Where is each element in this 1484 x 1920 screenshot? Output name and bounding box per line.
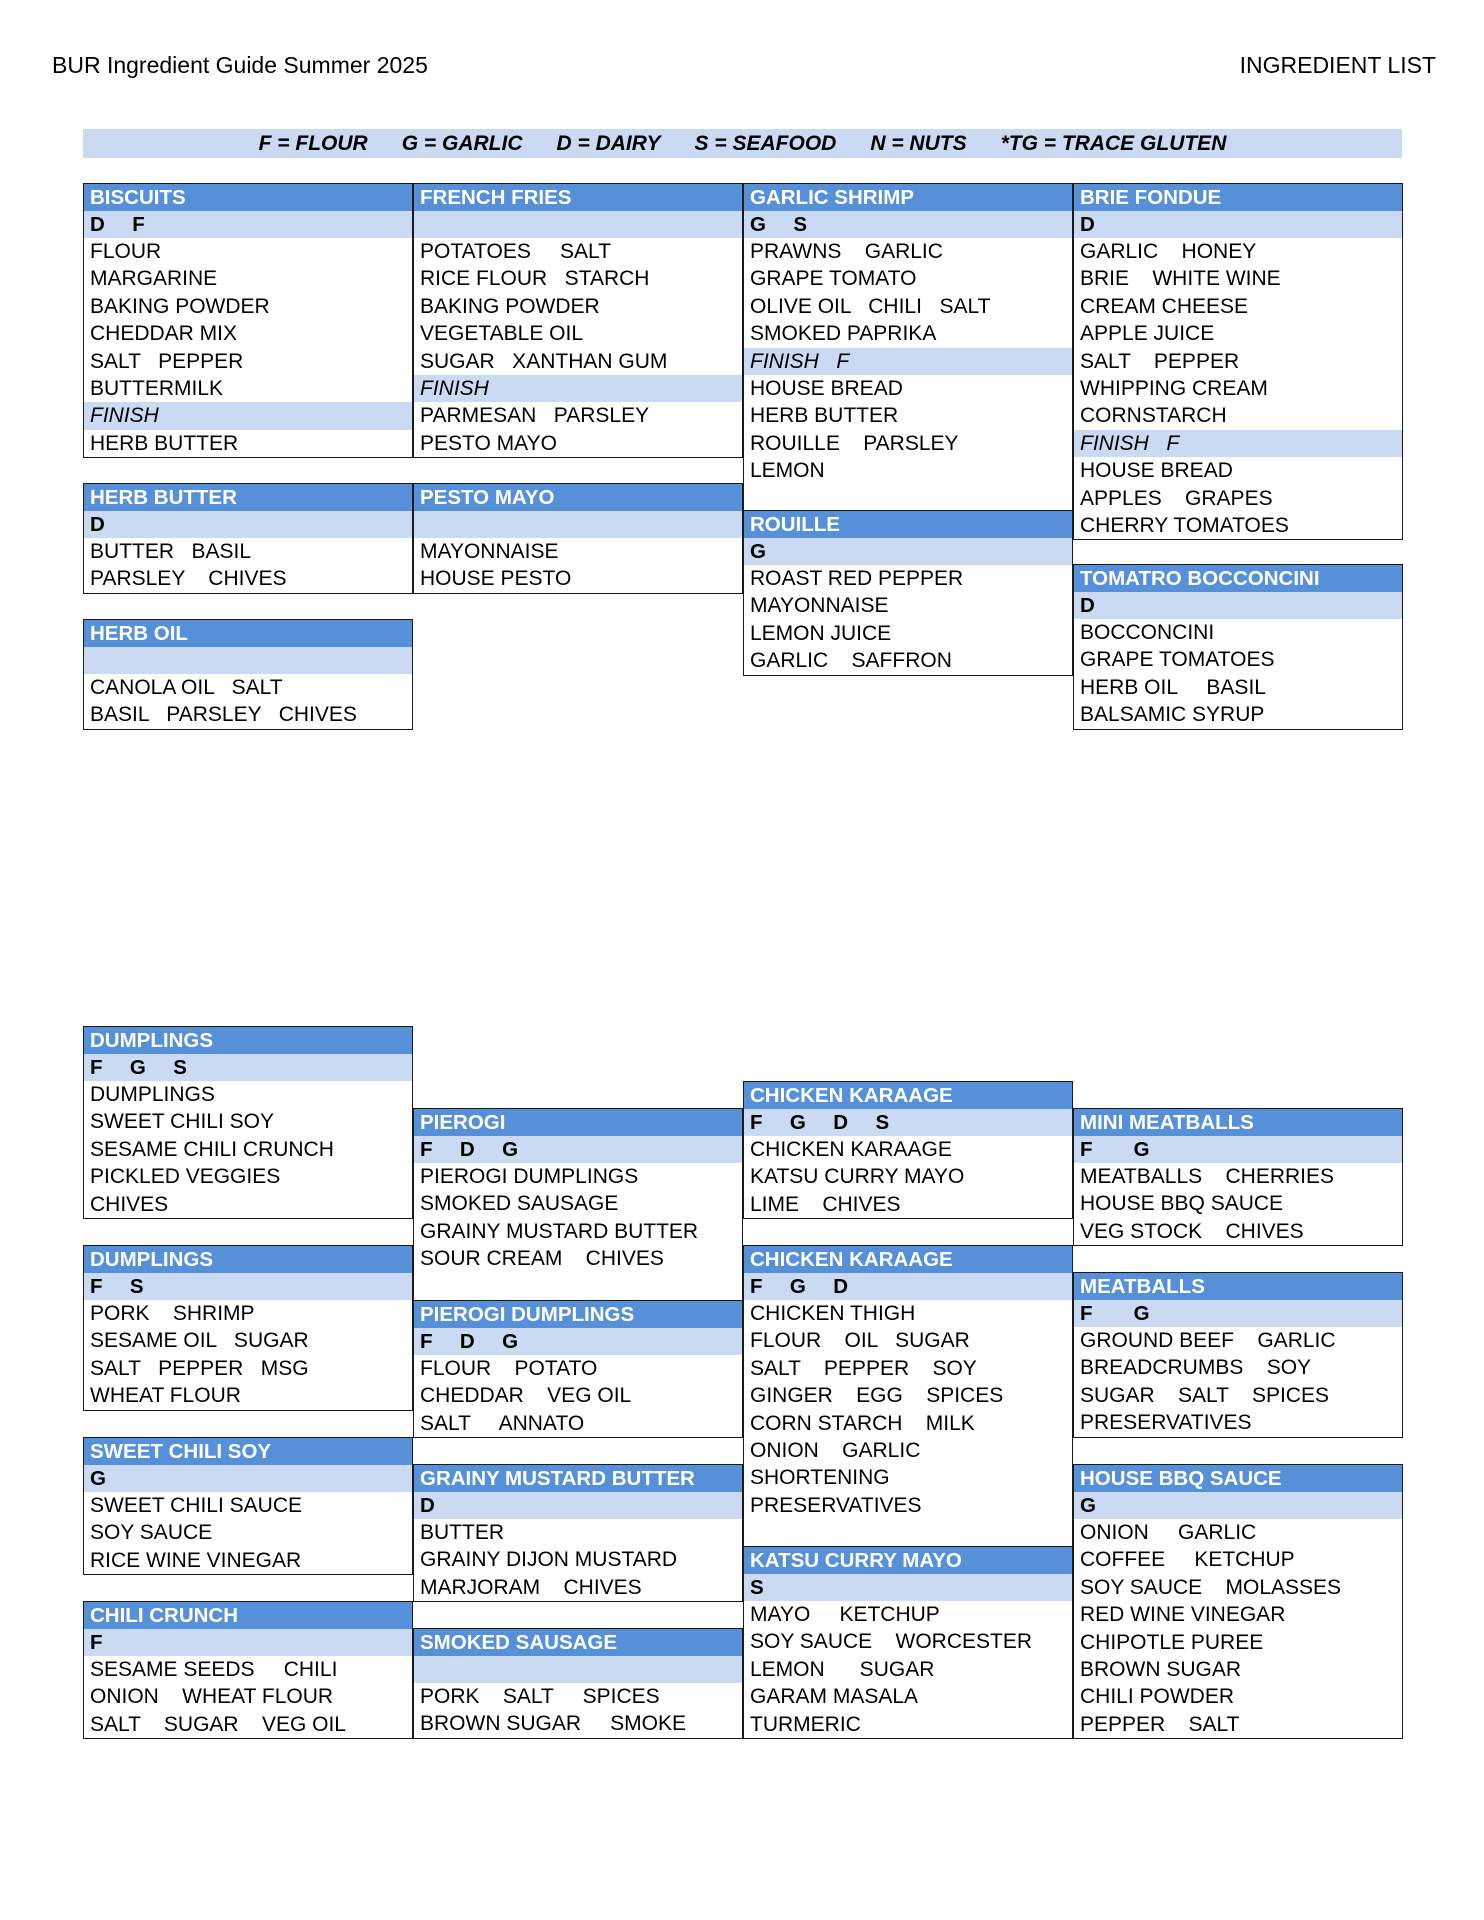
ingredient-row: CHICKEN THIGH	[750, 1302, 916, 1325]
allergen-tags: D F	[84, 211, 412, 238]
ingredient-row: KATSU CURRY MAYO	[750, 1165, 965, 1189]
ingredient-row: SWEET CHILI SOY	[90, 1110, 274, 1134]
ingredient-row: PRESERVATIVES	[1080, 1411, 1252, 1435]
finish-row: FINISH	[414, 375, 742, 402]
ingredient-row: BAKING POWDER	[90, 294, 270, 318]
card-title: PESTO MAYO	[414, 484, 742, 511]
card-title: DUMPLINGS	[84, 1246, 412, 1273]
ingredient-row: TURMERIC	[750, 1712, 861, 1736]
card-title: BRIE FONDUE	[1074, 184, 1402, 211]
ingredient-row: BUTTER BASIL	[90, 540, 252, 563]
ingredient-row: SOY SAUCE	[90, 1521, 213, 1545]
ingredient-row: HERB OIL BASIL	[1080, 675, 1266, 699]
ingredient-row: RICE WINE VINEGAR	[90, 1548, 302, 1572]
allergen-tags: D	[1074, 211, 1402, 238]
card-house-bbq-sauce	[1073, 1464, 1403, 1739]
ingredient-row: SMOKED SAUSAGE	[420, 1192, 619, 1216]
ingredient-row: DUMPLINGS	[90, 1083, 215, 1106]
ingredient-row: CORN STARCH MILK	[750, 1411, 975, 1435]
ingredient-row: OLIVE OIL CHILI SALT	[750, 294, 991, 318]
ingredient-row: PEPPER SALT	[1080, 1712, 1240, 1736]
ingredient-row: BAKING POWDER	[420, 294, 600, 318]
ingredient-row: SOY SAUCE WORCESTER	[750, 1630, 1032, 1654]
card-title: ROUILLE	[744, 511, 1072, 538]
ingredient-row: MEATBALLS CHERRIES	[1080, 1165, 1335, 1188]
ingredient-row: LEMON SUGAR	[750, 1657, 935, 1681]
card-biscuits	[83, 183, 413, 458]
ingredient-row: FLOUR POTATO	[420, 1357, 598, 1380]
ingredient-row: WHEAT FLOUR	[90, 1384, 241, 1408]
ingredient-row	[414, 1273, 742, 1300]
card-title: PIEROGI DUMPLINGS	[414, 1301, 742, 1328]
ingredient-row: PRESERVATIVES	[750, 1493, 922, 1517]
card-garlic-shrimp	[743, 183, 1073, 513]
ingredient-row: MAYO KETCHUP	[750, 1603, 940, 1626]
ingredient-row: SESAME OIL SUGAR	[90, 1329, 309, 1353]
allergen-tags: G	[744, 538, 1072, 565]
ingredient-row: POTATOES SALT	[420, 240, 611, 263]
ingredient-row: SUGAR XANTHAN GUM	[420, 349, 668, 373]
allergen-tags: F S	[84, 1273, 412, 1300]
ingredient-row	[744, 485, 1072, 512]
ingredient-row: PARSLEY CHIVES	[90, 567, 287, 591]
card-dumplings	[83, 1026, 413, 1219]
card-grainy-mustard-butter	[413, 1464, 743, 1602]
ingredient-row: APPLES GRAPES	[1080, 486, 1273, 510]
finish-row: FINISH F	[1074, 430, 1402, 457]
ingredient-row: HERB BUTTER	[750, 404, 899, 428]
allergen-legend	[83, 129, 1402, 158]
card-title: MINI MEATBALLS	[1074, 1109, 1402, 1136]
ingredient-row: ONION GARLIC	[1080, 1521, 1257, 1544]
ingredient-row: PESTO MAYO	[420, 431, 557, 455]
card-brie-fondue	[1073, 183, 1403, 540]
allergen-tags: F D G	[414, 1328, 742, 1355]
ingredient-row: BALSAMIC SYRUP	[1080, 703, 1265, 727]
legend-trace-gluten: *TG = TRACE GLUTEN	[1000, 131, 1227, 155]
ingredient-row: CANOLA OIL SALT	[90, 676, 283, 699]
card-pierogi	[413, 1108, 743, 1301]
card-chicken-karaage	[743, 1081, 1073, 1219]
card-pierogi-dumplings	[413, 1300, 743, 1438]
ingredient-row: CORNSTARCH	[1080, 404, 1227, 428]
card-mini-meatballs	[1073, 1108, 1403, 1246]
legend-flour: F = FLOUR	[258, 131, 368, 155]
ingredient-row: SALT SUGAR VEG OIL	[90, 1712, 346, 1736]
card-title: CHICKEN KARAAGE	[744, 1082, 1072, 1109]
allergen-tags: F G	[1074, 1300, 1402, 1327]
ingredient-row: VEGETABLE OIL	[420, 322, 584, 346]
card-chili-crunch	[83, 1601, 413, 1739]
ingredient-row: GRAPE TOMATO	[750, 267, 917, 291]
ingredient-row: GARLIC HONEY	[1080, 240, 1257, 263]
ingredient-row: BREADCRUMBS SOY	[1080, 1356, 1312, 1380]
card-dumplings	[83, 1245, 413, 1411]
ingredient-row: COFFEE KETCHUP	[1080, 1548, 1295, 1572]
ingredient-row	[744, 1519, 1072, 1546]
ingredient-row: MARGARINE	[90, 267, 218, 291]
ingredient-row: PIEROGI DUMPLINGS	[420, 1165, 639, 1188]
ingredient-row: SMOKED PAPRIKA	[750, 322, 937, 346]
ingredient-row: LIME CHIVES	[750, 1192, 901, 1216]
ingredient-row: PARMESAN PARSLEY	[420, 404, 650, 428]
card-herb-oil	[83, 619, 413, 730]
ingredient-row: MAYONNAISE	[750, 594, 889, 618]
ingredient-row: MAYONNAISE	[420, 540, 559, 563]
allergen-tags: D	[414, 1492, 742, 1519]
card-title: KATSU CURRY MAYO	[744, 1547, 1072, 1574]
ingredient-row: ROAST RED PEPPER	[750, 567, 964, 590]
card-french-fries	[413, 183, 743, 458]
ingredient-row: CHEDDAR MIX	[90, 322, 238, 346]
ingredient-row: CHERRY TOMATOES	[1080, 513, 1289, 537]
ingredient-row: LEMON JUICE	[750, 621, 892, 645]
ingredient-row: SESAME SEEDS CHILI	[90, 1658, 338, 1681]
card-title: HERB BUTTER	[84, 484, 412, 511]
ingredient-row: HOUSE PESTO	[420, 567, 572, 591]
ingredient-row: MARJORAM CHIVES	[420, 1575, 642, 1599]
card-tomatro-bocconcini	[1073, 564, 1403, 730]
allergen-tags: D	[1074, 592, 1402, 619]
ingredient-row: SOY SAUCE MOLASSES	[1080, 1575, 1342, 1599]
card-title: HERB OIL	[84, 620, 412, 647]
card-title: GARLIC SHRIMP	[744, 184, 1072, 211]
card-smoked-sausage	[413, 1628, 743, 1739]
ingredient-row: BRIE WHITE WINE	[1080, 267, 1281, 291]
finish-row: FINISH F	[744, 348, 1072, 375]
card-chicken-karaage	[743, 1245, 1073, 1548]
ingredient-row: GRAPE TOMATOES	[1080, 648, 1275, 672]
card-title: SWEET CHILI SOY	[84, 1438, 412, 1465]
document-section-label: INGREDIENT LIST	[1239, 52, 1436, 78]
ingredient-row: HOUSE BREAD	[750, 376, 903, 400]
allergen-tags	[414, 511, 742, 538]
ingredient-row: ROUILLE PARSLEY	[750, 431, 959, 455]
finish-row: FINISH	[84, 402, 412, 429]
card-katsu-curry-mayo	[743, 1546, 1073, 1739]
ingredient-row: ONION GARLIC	[750, 1438, 921, 1462]
ingredient-row: HOUSE BREAD	[1080, 459, 1233, 483]
allergen-tags: G	[1074, 1492, 1402, 1519]
allergen-tags: F G	[1074, 1136, 1402, 1163]
ingredient-row: SWEET CHILI SAUCE	[90, 1494, 302, 1517]
ingredient-row: CHIVES	[90, 1192, 169, 1216]
legend-garlic: G = GARLIC	[401, 131, 523, 155]
ingredient-row: FLOUR OIL SUGAR	[750, 1329, 970, 1353]
allergen-tags: F G D	[744, 1273, 1072, 1300]
ingredient-row: CHEDDAR VEG OIL	[420, 1384, 632, 1408]
ingredient-row: BUTTERMILK	[90, 376, 224, 400]
allergen-tags: F D G	[414, 1136, 742, 1163]
ingredient-row: BROWN SUGAR	[1080, 1657, 1242, 1681]
ingredient-row: APPLE JUICE	[1080, 322, 1215, 346]
ingredient-row: SALT PEPPER	[1080, 349, 1240, 373]
card-title: PIEROGI	[414, 1109, 742, 1136]
allergen-tags: G S	[744, 211, 1072, 238]
ingredient-row: PORK SHRIMP	[90, 1302, 255, 1325]
ingredient-row: VEG STOCK CHIVES	[1080, 1219, 1304, 1243]
ingredient-row: SALT PEPPER SOY	[750, 1356, 977, 1380]
allergen-tags: F G D S	[744, 1109, 1072, 1136]
ingredient-row: SALT PEPPER MSG	[90, 1356, 309, 1380]
ingredient-row: SHORTENING	[750, 1466, 890, 1490]
ingredient-row: RICE FLOUR STARCH	[420, 267, 650, 291]
ingredient-row: HERB BUTTER	[90, 431, 239, 455]
ingredient-row: FLOUR	[90, 240, 162, 263]
document-title: BUR Ingredient Guide Summer 2025	[52, 52, 428, 78]
card-pesto-mayo	[413, 483, 743, 594]
ingredient-row: SALT ANNATO	[420, 1411, 585, 1435]
card-rouille	[743, 510, 1073, 676]
ingredient-row: LEMON	[750, 459, 825, 483]
card-title: TOMATRO BOCCONCINI	[1074, 565, 1402, 592]
ingredient-row: HOUSE BBQ SAUCE	[1080, 1192, 1284, 1216]
card-title: GRAINY MUSTARD BUTTER	[414, 1465, 742, 1492]
card-title: DUMPLINGS	[84, 1027, 412, 1054]
card-title: FRENCH FRIES	[414, 184, 742, 211]
card-meatballs	[1073, 1272, 1403, 1438]
ingredient-row: GARAM MASALA	[750, 1685, 919, 1709]
ingredient-row: SALT PEPPER	[90, 349, 244, 373]
ingredient-row: GRAINY DIJON MUSTARD	[420, 1548, 678, 1572]
ingredient-row: PORK SALT SPICES	[420, 1685, 660, 1708]
ingredient-row: BUTTER	[420, 1521, 504, 1544]
ingredient-row: SESAME CHILI CRUNCH	[90, 1137, 334, 1161]
allergen-tags	[84, 647, 412, 674]
allergen-tags	[414, 1656, 742, 1683]
ingredient-row: SOUR CREAM CHIVES	[420, 1247, 664, 1271]
ingredient-row: GINGER EGG SPICES	[750, 1384, 1004, 1408]
ingredient-row: BROWN SUGAR SMOKE	[420, 1712, 687, 1736]
ingredient-row: BOCCONCINI	[1080, 621, 1215, 644]
ingredient-row: PICKLED VEGGIES	[90, 1165, 281, 1189]
card-herb-butter	[83, 483, 413, 594]
card-title: HOUSE BBQ SAUCE	[1074, 1465, 1402, 1492]
ingredient-row: PRAWNS GARLIC	[750, 240, 943, 263]
card-title: BISCUITS	[84, 184, 412, 211]
ingredient-row: GARLIC SAFFRON	[750, 649, 952, 673]
allergen-tags: F	[84, 1629, 412, 1656]
legend-seafood: S = SEAFOOD	[694, 131, 837, 155]
allergen-tags	[414, 211, 742, 238]
ingredient-row: RED WINE VINEGAR	[1080, 1603, 1286, 1627]
ingredient-row: CHICKEN KARAAGE	[750, 1138, 952, 1161]
card-title: SMOKED SAUSAGE	[414, 1629, 742, 1656]
card-title: MEATBALLS	[1074, 1273, 1402, 1300]
ingredient-row: GROUND BEEF GARLIC	[1080, 1329, 1336, 1352]
allergen-tags: D	[84, 511, 412, 538]
ingredient-row: BASIL PARSLEY CHIVES	[90, 703, 357, 727]
allergen-tags: F G S	[84, 1054, 412, 1081]
ingredient-row: GRAINY MUSTARD BUTTER	[420, 1219, 699, 1243]
ingredient-row: CREAM CHEESE	[1080, 294, 1249, 318]
ingredient-row: WHIPPING CREAM	[1080, 376, 1268, 400]
ingredient-row: ONION WHEAT FLOUR	[90, 1685, 334, 1709]
ingredient-row: SUGAR SALT SPICES	[1080, 1383, 1329, 1407]
ingredient-row: CHIPOTLE PUREE	[1080, 1630, 1264, 1654]
card-title: CHILI CRUNCH	[84, 1602, 412, 1629]
allergen-tags: G	[84, 1465, 412, 1492]
ingredient-row: CHILI POWDER	[1080, 1685, 1235, 1709]
allergen-tags: S	[744, 1574, 1072, 1601]
card-title: CHICKEN KARAAGE	[744, 1246, 1072, 1273]
card-sweet-chili-soy	[83, 1437, 413, 1575]
legend-nuts: N = NUTS	[870, 131, 967, 155]
legend-dairy: D = DAIRY	[556, 131, 661, 155]
